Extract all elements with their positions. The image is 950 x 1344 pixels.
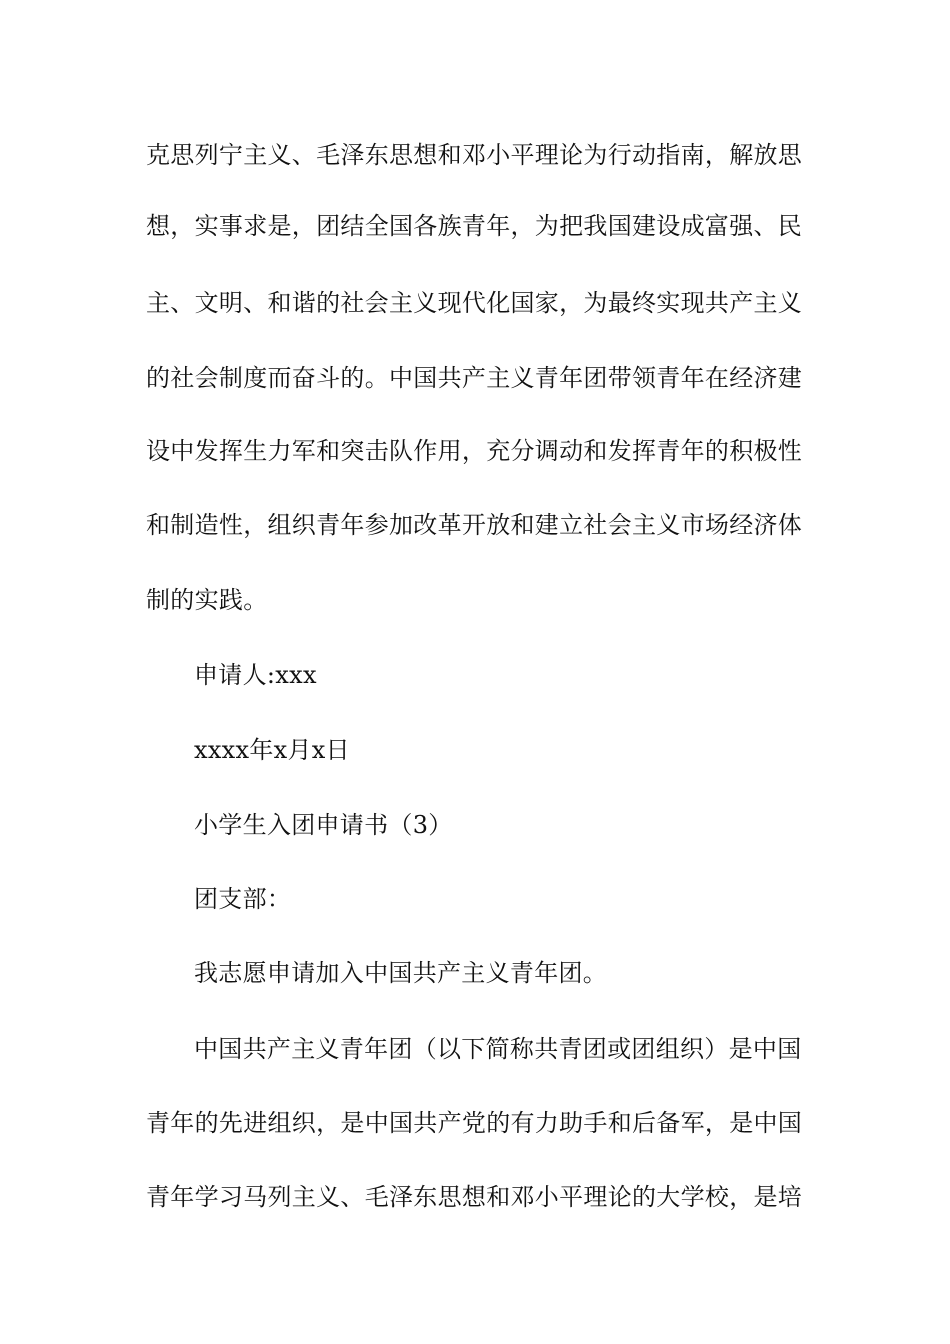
paragraph-line: 主、文明、和谐的社会主义现代化国家，为最终实现共产主义	[146, 289, 803, 317]
section-title: 小学生入团申请书（3）	[194, 811, 453, 839]
paragraph-line: 青年的先进组织，是中国共产党的有力助手和后备军，是中国	[146, 1109, 803, 1137]
paragraph-line: 中国共产主义青年团（以下简称共青团或团组织）是中国	[194, 1035, 802, 1063]
paragraph-line: 和制造性，组织青年参加改革开放和建立社会主义市场经济体	[146, 511, 803, 539]
paragraph-line: 克思列宁主义、毛泽东思想和邓小平理论为行动指南，解放思	[146, 141, 803, 169]
paragraph-line: 想，实事求是，团结全国各族青年，为把我国建设成富强、民	[146, 212, 803, 240]
paragraph-line: 青年学习马列主义、毛泽东思想和邓小平理论的大学校，是培	[146, 1183, 803, 1211]
applicant-line: 申请人:xxx	[194, 661, 317, 689]
paragraph-line: 制的实践。	[146, 586, 268, 614]
intro-line: 我志愿申请加入中国共产主义青年团。	[194, 959, 608, 987]
date-line: xxxx年x月x日	[194, 736, 350, 764]
paragraph-line: 的社会制度而奋斗的。中国共产主义青年团带领青年在经济建	[146, 364, 803, 392]
salutation: 团支部：	[194, 885, 292, 913]
paragraph-line: 设中发挥生力军和突击队作用，充分调动和发挥青年的积极性	[146, 437, 803, 465]
